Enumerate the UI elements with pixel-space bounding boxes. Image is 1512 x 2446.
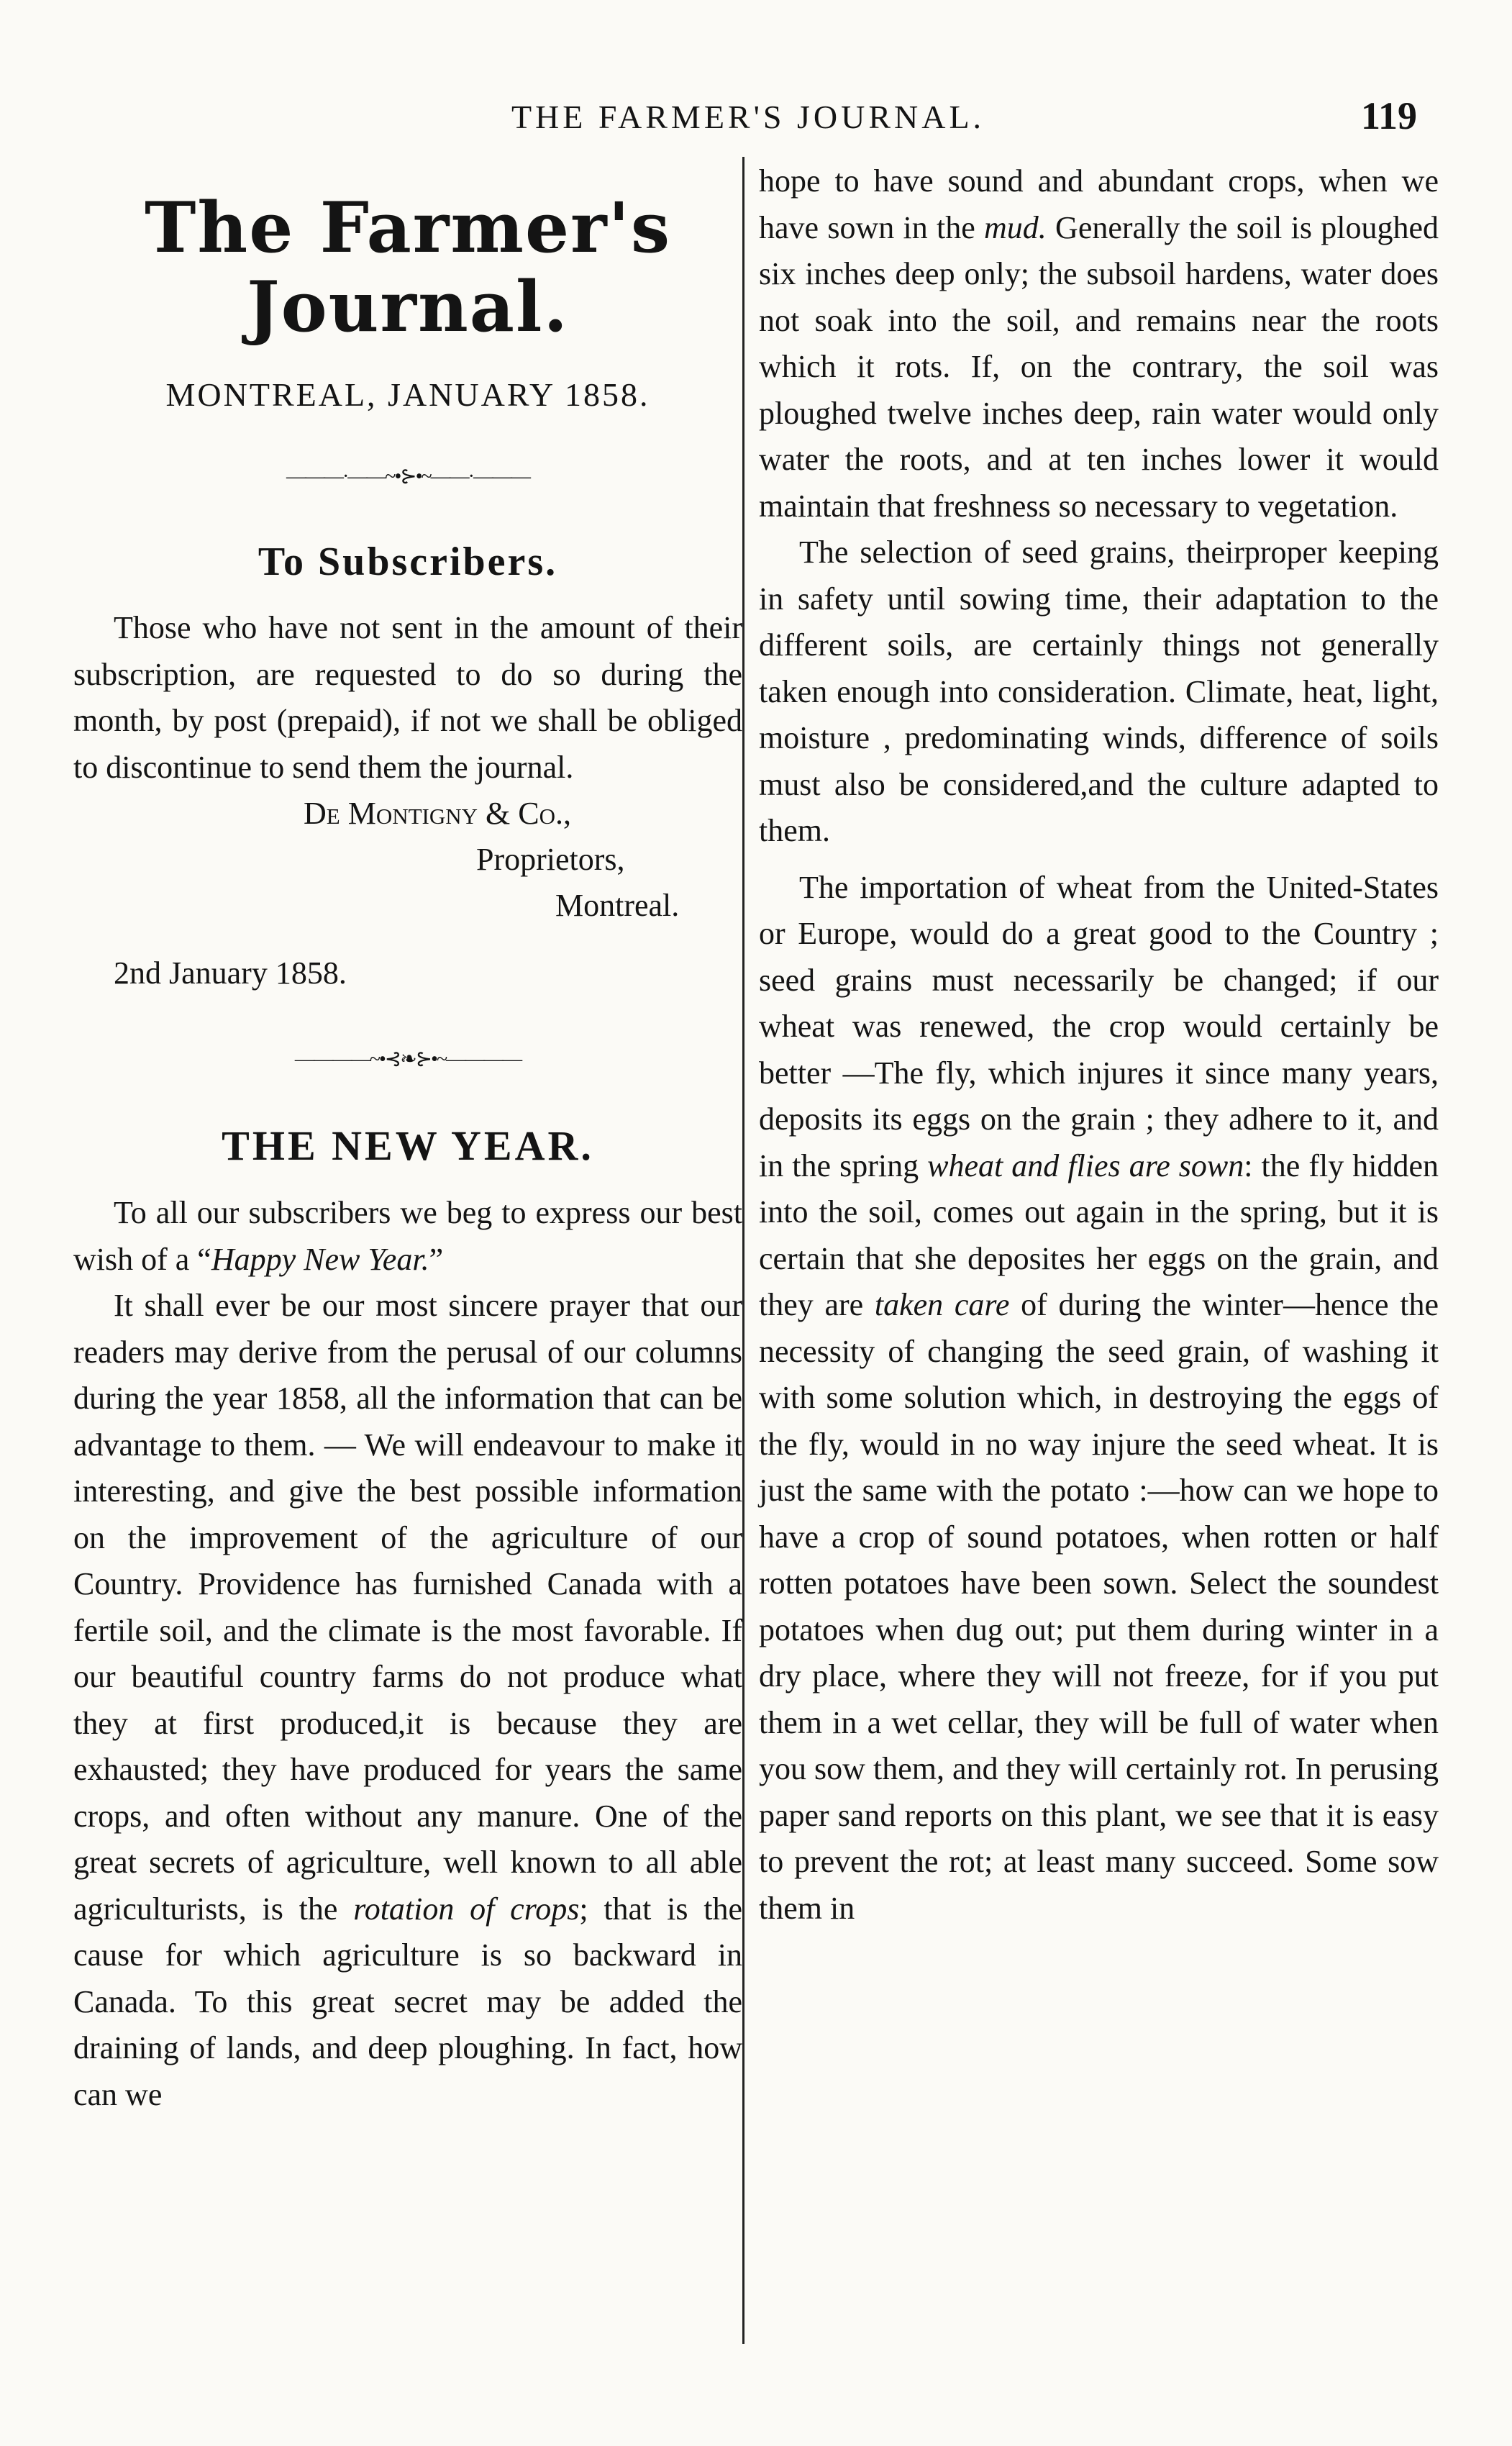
new-year-greeting: To all our subscribers we beg to express our best wish of a “Happy New Year.”	[73, 1195, 742, 1277]
page-number: 119	[1360, 94, 1417, 137]
ornament-divider: ————~•⊰❧⊱•~————	[294, 1048, 522, 1070]
running-title: THE FARMER'S JOURNAL.	[511, 99, 985, 135]
column-divider	[742, 157, 744, 2344]
signature-place: Montreal.	[555, 888, 680, 923]
signature-company: De Montigny & Co.,	[304, 796, 571, 831]
signature-title: Proprietors,	[476, 842, 625, 877]
new-year-article: It shall ever be our most sincere prayer that our readers may derive from the perusal of our columns during the year 1858, all the information that can be advantage to them. — We will endeavour to make it interesting, and give the best possible information on the improvement of the agriculture of our Country. Providence has furnished Canada with a fertile soil, and the climate is the most favorable. If our beautiful country farms do not produce what they at first produced,it is because they are exhausted; they have produced for years the same crops, and often without any manure. One of the great secrets of agriculture, well known to all able agriculturists, is the rotation of crops; that is the cause for which agriculture is so backward in Canada. To this great secret may be added the draining of lands, and deep ploughing. In fact, how can we	[73, 1288, 742, 2112]
article-continuation: hope to have sound and abundant crops, when we have sown in the mud. Generally the soil is ploughed six inches deep only; the subsoil hardens, water does not soak into the soil, and remains near the roots which it rots. If, on the contrary, the soil was ploughed twelve inches deep, rain water would only water the roots, and at ten inches lower it would maintain that freshness so necessary to vegetation.	[759, 163, 1439, 524]
left-column	[73, 158, 742, 2118]
wheat-importation-paragraph: The importation of wheat from the United-States or Europe, would do a great good to the Country ; seed grains must necessarily be changed; if our wheat was renewed, the crop would certainly be better —The fly, which injures it since many years, deposits its eggs on the grain ; they adhere to it, and in the spring wheat and flies are sown: the fly hidden into the soil, comes out again in the spring, but it is certain that she deposites her eggs on the grain, and they are taken care of during the winter—hence the necessity of changing the seed grain, of washing it with some solution which, in destroying the eggs of the fly, would in no way injure the seed wheat. It is just the same with the potato :—how can we hope to have a crop of sound potatoes, when rotten or half rotten potatoes have been sown. Select the soundest potatoes when dug out; put them during winter in a dry place, where they will not freeze, for if you put them in a wet cellar, they will be full of water when you sow them, and they will certainly rot. In perusing paper sand reports on this plant, we see that it is easy to prevent the rot; at least many succeed. Some sow them in	[759, 869, 1439, 1926]
subscribers-notice: Those who have not sent in the amount of their subscription, are requested to do so during the month, by post (prepaid), if not we shall be obliged to discontinue to send them the journal.	[73, 610, 742, 785]
seed-selection-paragraph: The selection of seed grains, theirproper keeping in safety until sowing time, their adaptation to the different soils, are certainly things not generally taken enough into consideration. Climate, heat, light, moisture , predominating winds, difference of soils must also be considered,and the culture adapted to them.	[759, 535, 1439, 848]
new-year-heading: THE NEW YEAR.	[222, 1122, 594, 1169]
right-column	[759, 158, 1439, 1932]
dateline: MONTREAL, JANUARY 1858.	[165, 376, 650, 413]
masthead-title: The Farmer's Journal.	[144, 187, 672, 347]
ornament-divider: ———·——~•⊱•~——·———	[286, 465, 529, 488]
notice-date: 2nd January 1858.	[114, 955, 347, 991]
running-head	[65, 94, 1431, 144]
subscribers-heading: To Subscribers.	[258, 540, 558, 584]
